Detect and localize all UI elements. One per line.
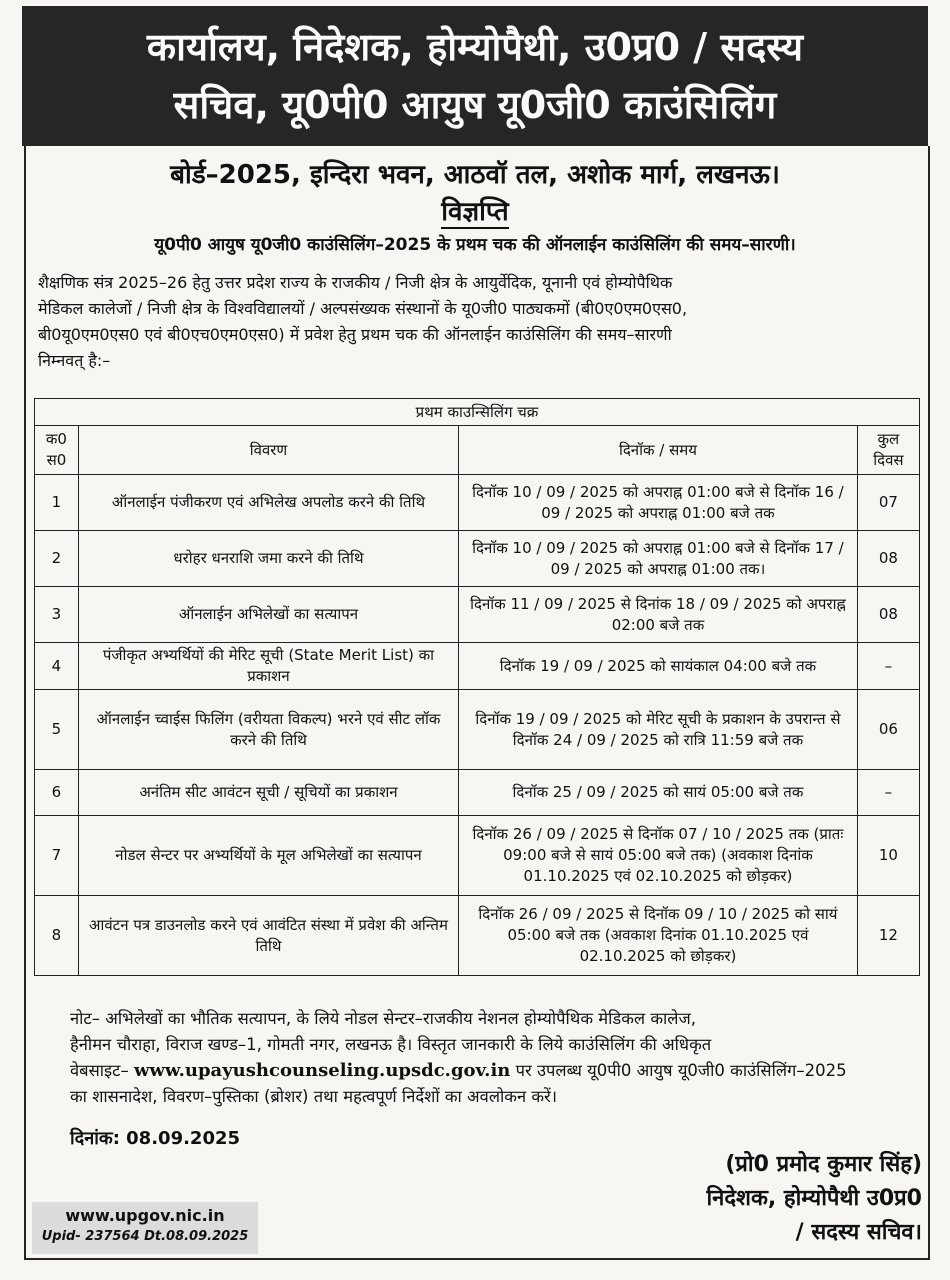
publication-stamp (32, 1202, 258, 1254)
cell-date: दिनॉक 10 / 09 / 2025 को अपराह्न 01:00 बजे से दिनॉक 17 / 09 / 2025 को अपराह्न 01:00 तक। (459, 531, 858, 587)
header-line-1: कार्यालय, निदेशक, होम्योपैथी, उ0प्र0 / सदस्य (146, 25, 804, 69)
cell-date: दिनॉक 19 / 09 / 2025 को सायंकाल 04:00 बजे तक (459, 643, 858, 690)
table-row (35, 896, 920, 976)
cell-date: दिनॉक 19 / 09 / 2025 को मेरिट सूची के प्रकाशन के उपरान्त से दिनॉक 24 / 09 / 2025 को रात्रि 11:59 बजे तक (459, 690, 858, 770)
table-row (35, 643, 920, 690)
note-line-4: का शासनादेश, विवरण–पुस्तिका (ब्रोशर) तथा महत्वपूर्ण निर्देशों का अवलोकन करें। (70, 1087, 558, 1106)
cell-days: – (857, 643, 919, 690)
cell-sno: 4 (35, 643, 79, 690)
schedule-body (35, 475, 920, 976)
counseling-website-link[interactable]: www.upayushcounseling.upsdc.gov.in (133, 1060, 511, 1081)
cell-sno: 8 (35, 896, 79, 976)
cell-sno: 7 (35, 816, 79, 896)
cell-desc: पंजीकृत अभ्यर्थियों की मेरिट सूची (State Merit List) का प्रकाशन (78, 643, 458, 690)
cell-days: 08 (857, 587, 919, 643)
table-row (35, 475, 920, 531)
cell-days: 08 (857, 531, 919, 587)
cell-sno: 5 (35, 690, 79, 770)
cell-days: – (857, 770, 919, 816)
col-header-days: कुल दिवस (857, 426, 919, 475)
cell-desc: ऑनलाईन अभिलेखों का सत्यापन (78, 587, 458, 643)
cell-desc: आवंटन पत्र डाउनलोड करने एवं आवंटित संस्था में प्रवेश की अन्तिम तिथि (78, 896, 458, 976)
cell-days: 12 (857, 896, 919, 976)
table-row (35, 690, 920, 770)
col-header-sno: क0 स0 (35, 426, 79, 475)
cell-sno: 6 (35, 770, 79, 816)
cell-desc: नोडल सेन्टर पर अभ्यर्थियों के मूल अभिलेखों का सत्यापन (78, 816, 458, 896)
signature-block (706, 1148, 922, 1250)
cell-desc: धरोहर धनराशि जमा करने की तिथि (78, 531, 458, 587)
table-caption: प्रथम काउन्सिलिंग चक्र (35, 399, 920, 426)
intro-line-4: निम्नवत् है:– (38, 351, 111, 370)
notice-title (0, 192, 950, 228)
cell-date: दिनॉक 11 / 09 / 2025 से दिनांक 18 / 09 / 2025 को अपराह्न 02:00 बजे तक (459, 587, 858, 643)
stamp-upid: Upid- 237564 Dt.08.09.2025 (41, 1229, 249, 1244)
note-line-2: हैनीमन चौराहा, विराज खण्ड–1, गोमती नगर, लखनऊ है। विस्तृत जानकारी के लिये काउंसिलिंग की अधिकृत (70, 1035, 712, 1054)
cell-sno: 1 (35, 475, 79, 531)
intro-line-3: बी0यू0एम0एस0 एवं बी0एच0एम0एस0) में प्रवेश हेतु प्रथम चक की ऑनलाईन काउंसिलिंग की समय–सारणी (38, 325, 672, 344)
note-paragraph (70, 1006, 920, 1110)
cell-date: दिनॉक 26 / 09 / 2025 से दिनॉक 09 / 10 / 2025 को सायं 05:00 बजे तक (अवकाश दिनांक 01.10.2025 एवं 02.10.2025 को छोड़कर) (459, 896, 858, 976)
col-header-desc: विवरण (78, 426, 458, 475)
table-row (35, 531, 920, 587)
office-address: बोर्ड–2025, इन्दिरा भवन, आठवॉ तल, अशोक मार्ग, लखनऊ। (170, 160, 780, 190)
header-banner (22, 6, 928, 146)
signatory-name: (प्रो0 प्रमोद कुमार सिंह) (725, 1152, 922, 1177)
cell-days: 10 (857, 816, 919, 896)
col-header-date: दिनॉक / समय (459, 426, 858, 475)
table-row (35, 770, 920, 816)
note-line-3-pre: वेबसाइट– (70, 1061, 134, 1080)
signatory-designation: निदेशक, होम्योपैथी उ0प्र0 (706, 1186, 922, 1211)
intro-line-1: शैक्षणिक संत्र 2025–26 हेतु उत्तर प्रदेश राज्य के राजकीय / निजी क्षेत्र के आयुर्वेदिक, यूनानी एवं होम्योपैथिक (38, 273, 673, 292)
intro-line-2: मेडिकल कालेजों / निजी क्षेत्र के विश्वविद्यालयों / अल्पसंख्यक संस्थानों के यू0जी0 पाठ्यकमों (बी0ए0एम0एस0, (38, 299, 688, 318)
notice-date: दिनांक: 08.09.2025 (70, 1128, 241, 1149)
intro-paragraph (38, 270, 920, 374)
schedule-table (34, 398, 920, 976)
cell-date: दिनॉक 10 / 09 / 2025 को अपराह्न 01:00 बजे से दिनॉक 16 / 09 / 2025 को अपराह्न 01:00 बजे तक (459, 475, 858, 531)
note-line-3 (70, 1058, 920, 1084)
cell-sno: 2 (35, 531, 79, 587)
notice-subject: यू0पी0 आयुष यू0जी0 काउंसिलिंग–2025 के प्रथम चक की ऑनलाईन काउंसिलिंग की समय–सारणी। (154, 235, 796, 255)
table-row (35, 587, 920, 643)
cell-date: दिनॉक 25 / 09 / 2025 को सायं 05:00 बजे तक (459, 770, 858, 816)
note-line-1: नोट– अभिलेखों का भौतिक सत्यापन, के लिये नोडल सेन्टर–राजकीय नेशनल होम्योपैथिक मेडिकल कालेज, (70, 1009, 696, 1028)
cell-sno: 3 (35, 587, 79, 643)
table-row (35, 816, 920, 896)
cell-date: दिनॉक 26 / 09 / 2025 से दिनॉक 07 / 10 / 2025 तक (प्रातः 09:00 बजे से सायं 05:00 बजे तक) (अवकाश दिनांक 01.10.2025 एवं 02.10.2025 को छोड़कर) (459, 816, 858, 896)
stamp-site: www.upgov.nic.in (65, 1206, 225, 1225)
header-line-2: सचिव, यू0पी0 आयुष यू0जी0 काउंसिलिंग (173, 83, 777, 127)
notice-title-text: विज्ञप्ति (441, 197, 509, 227)
note-line-3-post: पर उपलब्ध यू0पी0 आयुष यू0जी0 काउंसिलिंग–2025 (510, 1061, 847, 1080)
cell-days: 06 (857, 690, 919, 770)
cell-desc: ऑनलाईन च्वाईस फिलिंग (वरीयता विकल्प) भरने एवं सीट लॉक करने की तिथि (78, 690, 458, 770)
cell-desc: अनंतिम सीट आवंटन सूची / सूचियों का प्रकाशन (78, 770, 458, 816)
cell-days: 07 (857, 475, 919, 531)
cell-desc: ऑनलाईन पंजीकरण एवं अभिलेख अपलोड करने की तिथि (78, 475, 458, 531)
signatory-role: / सदस्य सचिव। (795, 1220, 922, 1245)
